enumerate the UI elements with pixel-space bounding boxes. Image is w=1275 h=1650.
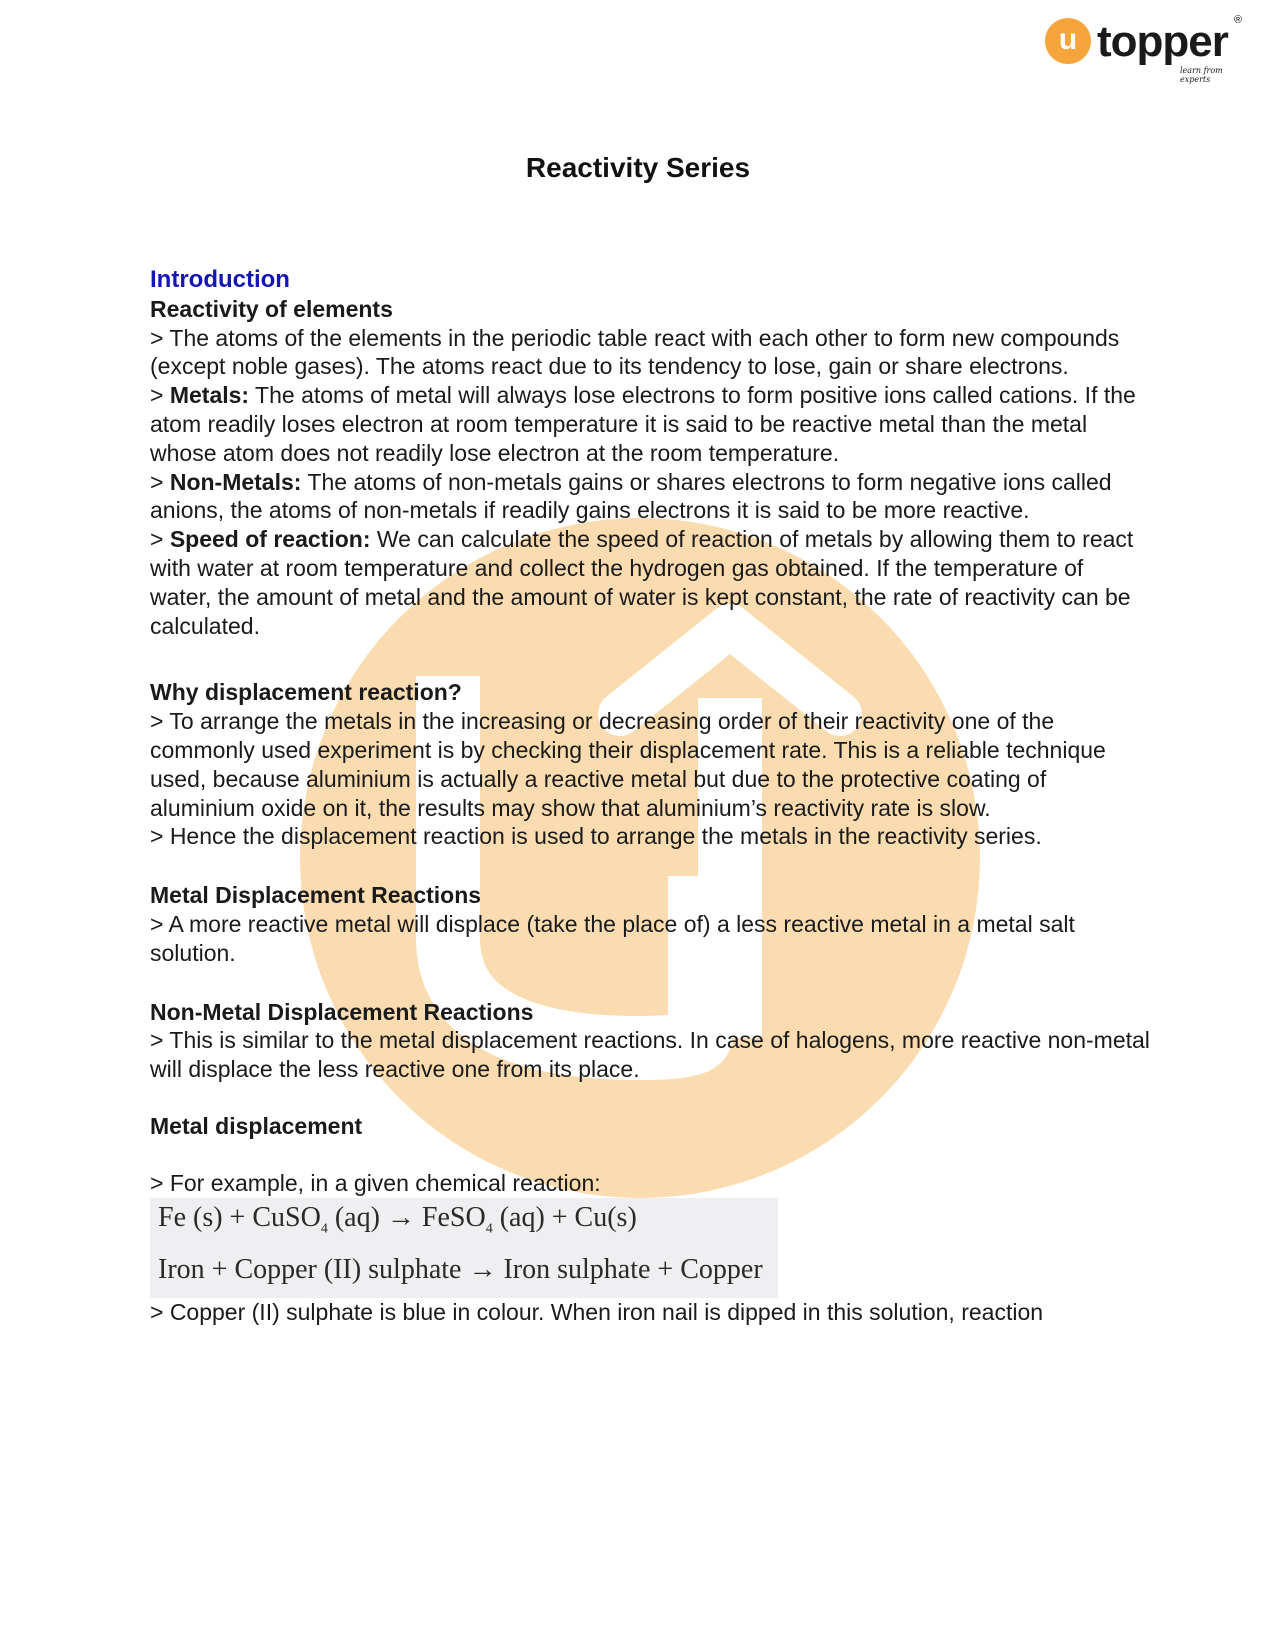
- label-metals: Metals:: [169, 382, 250, 409]
- text-nonmetals: The atoms of non-metals gains or shares electrons to form negative ions called anions, the atoms of non-metals if readily gains electrons it is said to be more reactive.: [150, 468, 1112, 524]
- topper-logo: [1045, 14, 1245, 84]
- registered-mark: ®: [1234, 14, 1243, 26]
- bullet-prefix: >: [150, 468, 170, 495]
- text-speed: We can calculate the speed of reaction of metals by allowing them to react with water at room temperature and collect the hydrogen gas obtained. If the temperature of water, the amount of metal and the amount of water is kept constant, the rate of reactivity can be calculated.: [150, 526, 1134, 639]
- paragraph-speed: [150, 525, 1150, 640]
- eq-part: (aq) + Cu(s): [492, 1201, 637, 1233]
- logo-tagline: learn from experts: [1180, 66, 1223, 84]
- paragraph-nonmetal-displacement: > This is similar to the metal displacement reactions. In case of halogens, more reactive non-metal will displace the less reactive one from its place.: [150, 1027, 1150, 1083]
- paragraph-for-example: > For example, in a given chemical reaction:: [150, 1169, 601, 1196]
- logo-word: topper: [1097, 17, 1228, 66]
- paragraph-atoms: > The atoms of the elements in the periodic table react with each other to form new compounds (except noble gases). The atoms react due to its tendency to lose, gain or share electrons.: [150, 324, 1120, 380]
- bullet-prefix: >: [150, 526, 170, 553]
- text-metals: The atoms of metal will always lose electrons to form positive ions called cations. If the atom readily loses electron at room temperature it is said to be reactive metal than the metal whose atom does not readily lose electron at the room temperature.: [150, 382, 1136, 466]
- subheading-reactivity-of-elements: Reactivity of elements: [150, 295, 393, 322]
- paragraph-why-2: > Hence the displacement reaction is used to arrange the metals in the reactivity series.: [150, 823, 1042, 850]
- section-heading-nonmetal-displacement-reactions: Non-Metal Displacement Reactions: [150, 998, 534, 1025]
- label-speed: Speed of reaction:: [169, 526, 371, 553]
- word-equation: Iron + Copper (II) sulphate → Iron sulphate + Copper: [158, 1253, 763, 1285]
- section-heading-why-displacement: Why displacement reaction?: [150, 679, 462, 706]
- chemical-equation: [158, 1201, 637, 1244]
- label-nonmetals: Non-Metals:: [169, 468, 302, 495]
- logo-mark: u: [1058, 23, 1078, 56]
- equation-image: [150, 1198, 778, 1298]
- paragraph-metals: [150, 381, 1150, 467]
- eq-subscript: 4: [485, 1221, 493, 1237]
- paragraph-nonmetals: [150, 468, 1150, 526]
- page-title: Reactivity Series: [525, 152, 751, 183]
- eq-part: Fe (s) + CuSO: [158, 1201, 321, 1233]
- paragraph-copper-sulphate: > Copper (II) sulphate is blue in colour. When iron nail is dipped in this solution, reaction: [150, 1298, 1044, 1325]
- document-body: [150, 266, 1150, 1326]
- paragraph-metal-displacement: > A more reactive metal will displace (take the place of) a less reactive metal in a metal salt solution.: [150, 910, 1075, 966]
- section-heading-metal-displacement: Metal displacement: [150, 1112, 363, 1139]
- bullet-prefix: >: [150, 382, 170, 409]
- paragraph-why-1: > To arrange the metals in the increasing or decreasing order of their reactivity one of the commonly used experiment is by checking their displacement rate. This is a reliable technique used, because aluminium is actually a reactive metal but due to the protective coating of aluminium oxide on it, the results may show that aluminium’s reactivity rate is slow.: [150, 708, 1106, 821]
- eq-subscript: 4: [320, 1221, 328, 1237]
- section-heading-metal-displacement-reactions: Metal Displacement Reactions: [150, 882, 482, 909]
- section-heading-introduction: Introduction: [150, 266, 290, 293]
- eq-part: (aq) → FeSO: [327, 1201, 486, 1233]
